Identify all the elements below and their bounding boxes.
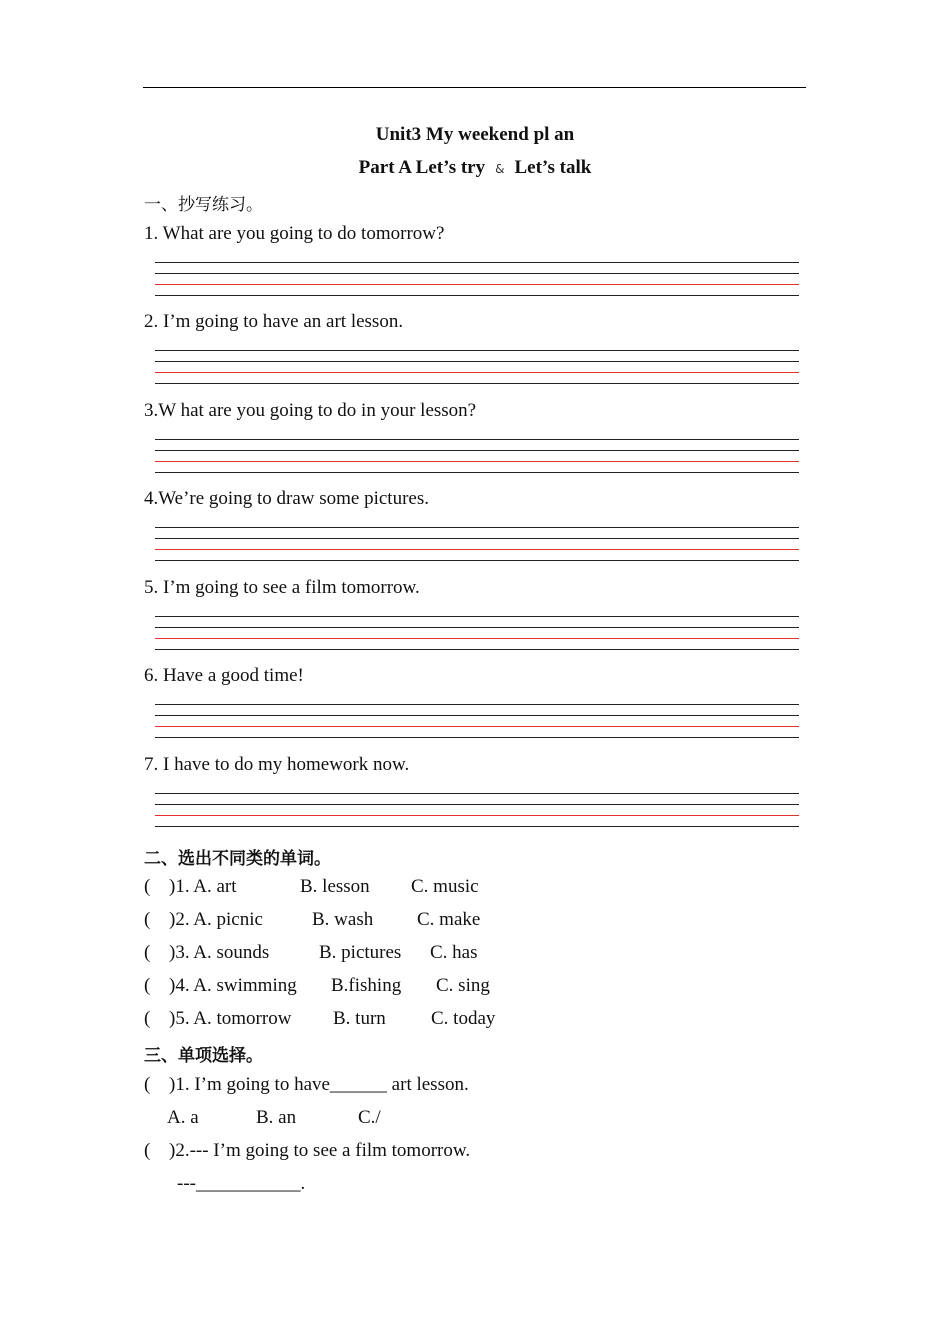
- answer-paren: (: [144, 1074, 151, 1095]
- option-b: B. an: [256, 1107, 297, 1128]
- writing-line: [155, 715, 799, 716]
- copy-sentence-2: 2. I’m going to have an art lesson.: [144, 311, 404, 332]
- writing-line-red: [155, 284, 799, 285]
- writing-line-red: [155, 549, 799, 550]
- page-title: Unit3 My weekend pl an: [375, 124, 575, 145]
- option-b: B. turn: [333, 1008, 386, 1029]
- writing-line: [155, 826, 799, 827]
- question-text: )2.--- I’m going to see a film tomorrow.: [169, 1140, 471, 1161]
- option-b: B.fishing: [331, 975, 402, 996]
- writing-line: [155, 737, 799, 738]
- answer-paren: (: [144, 1008, 151, 1029]
- header-rule: [143, 87, 806, 88]
- section2-heading: 二、选出不同类的单词。: [144, 849, 331, 869]
- writing-line: [155, 538, 799, 539]
- copy-sentence-4: 4.We’re going to draw some pictures.: [144, 488, 429, 509]
- writing-line: [155, 627, 799, 628]
- option-a: )4. A. swimming: [169, 975, 297, 996]
- writing-line-red: [155, 815, 799, 816]
- answer-paren: (: [144, 876, 151, 897]
- option-c: C. make: [417, 909, 481, 930]
- section1-heading: 一、抄写练习。: [144, 195, 263, 215]
- copy-sentence-1: 1. What are you going to do tomorrow?: [144, 223, 445, 244]
- subtitle-talk: Let’s talk: [514, 157, 592, 178]
- answer-paren: (: [144, 942, 151, 963]
- option-b: B. pictures: [319, 942, 402, 963]
- copy-sentence-6: 6. Have a good time!: [144, 665, 304, 686]
- option-b: B. lesson: [300, 876, 370, 897]
- writing-line: [155, 704, 799, 705]
- writing-line: [155, 649, 799, 650]
- writing-line: [155, 273, 799, 274]
- writing-line: [155, 383, 799, 384]
- subtitle-symbol: &: [495, 162, 505, 176]
- writing-line: [155, 439, 799, 440]
- question-text: )1. I’m going to have______ art lesson.: [169, 1074, 469, 1095]
- writing-line-red: [155, 461, 799, 462]
- copy-sentence-3: 3.W hat are you going to do in your lesson?: [144, 400, 477, 421]
- option-a: )5. A. tomorrow: [169, 1008, 292, 1029]
- option-c: C. sing: [436, 975, 490, 996]
- writing-line: [155, 472, 799, 473]
- copy-sentence-5: 5. I’m going to see a film tomorrow.: [144, 577, 420, 598]
- answer-paren: (: [144, 909, 151, 930]
- option-c: C. today: [431, 1008, 496, 1029]
- option-a: )2. A. picnic: [169, 909, 263, 930]
- option-a: )3. A. sounds: [169, 942, 270, 963]
- option-a: A. a: [167, 1107, 199, 1128]
- subtitle-part: Part A Let’s try: [358, 157, 486, 178]
- answer-paren: (: [144, 975, 151, 996]
- option-c: C. has: [430, 942, 478, 963]
- answer-blank-text: ---___________.: [177, 1173, 306, 1194]
- section3-heading: 三、单项选择。: [144, 1046, 263, 1066]
- option-a: )1. A. art: [169, 876, 237, 897]
- writing-line-red: [155, 372, 799, 373]
- writing-line-red: [155, 726, 799, 727]
- answer-paren: (: [144, 1140, 151, 1161]
- option-b: B. wash: [312, 909, 374, 930]
- writing-line: [155, 527, 799, 528]
- writing-line-red: [155, 638, 799, 639]
- writing-line: [155, 450, 799, 451]
- writing-line: [155, 295, 799, 296]
- option-c: C./: [358, 1107, 381, 1128]
- writing-line: [155, 262, 799, 263]
- page-subtitle: [0, 157, 950, 179]
- writing-line: [155, 361, 799, 362]
- copy-sentence-7: 7. I have to do my homework now.: [144, 754, 410, 775]
- writing-line: [155, 804, 799, 805]
- option-c: C. music: [411, 876, 479, 897]
- writing-line: [155, 793, 799, 794]
- writing-line: [155, 350, 799, 351]
- writing-line: [155, 616, 799, 617]
- writing-line: [155, 560, 799, 561]
